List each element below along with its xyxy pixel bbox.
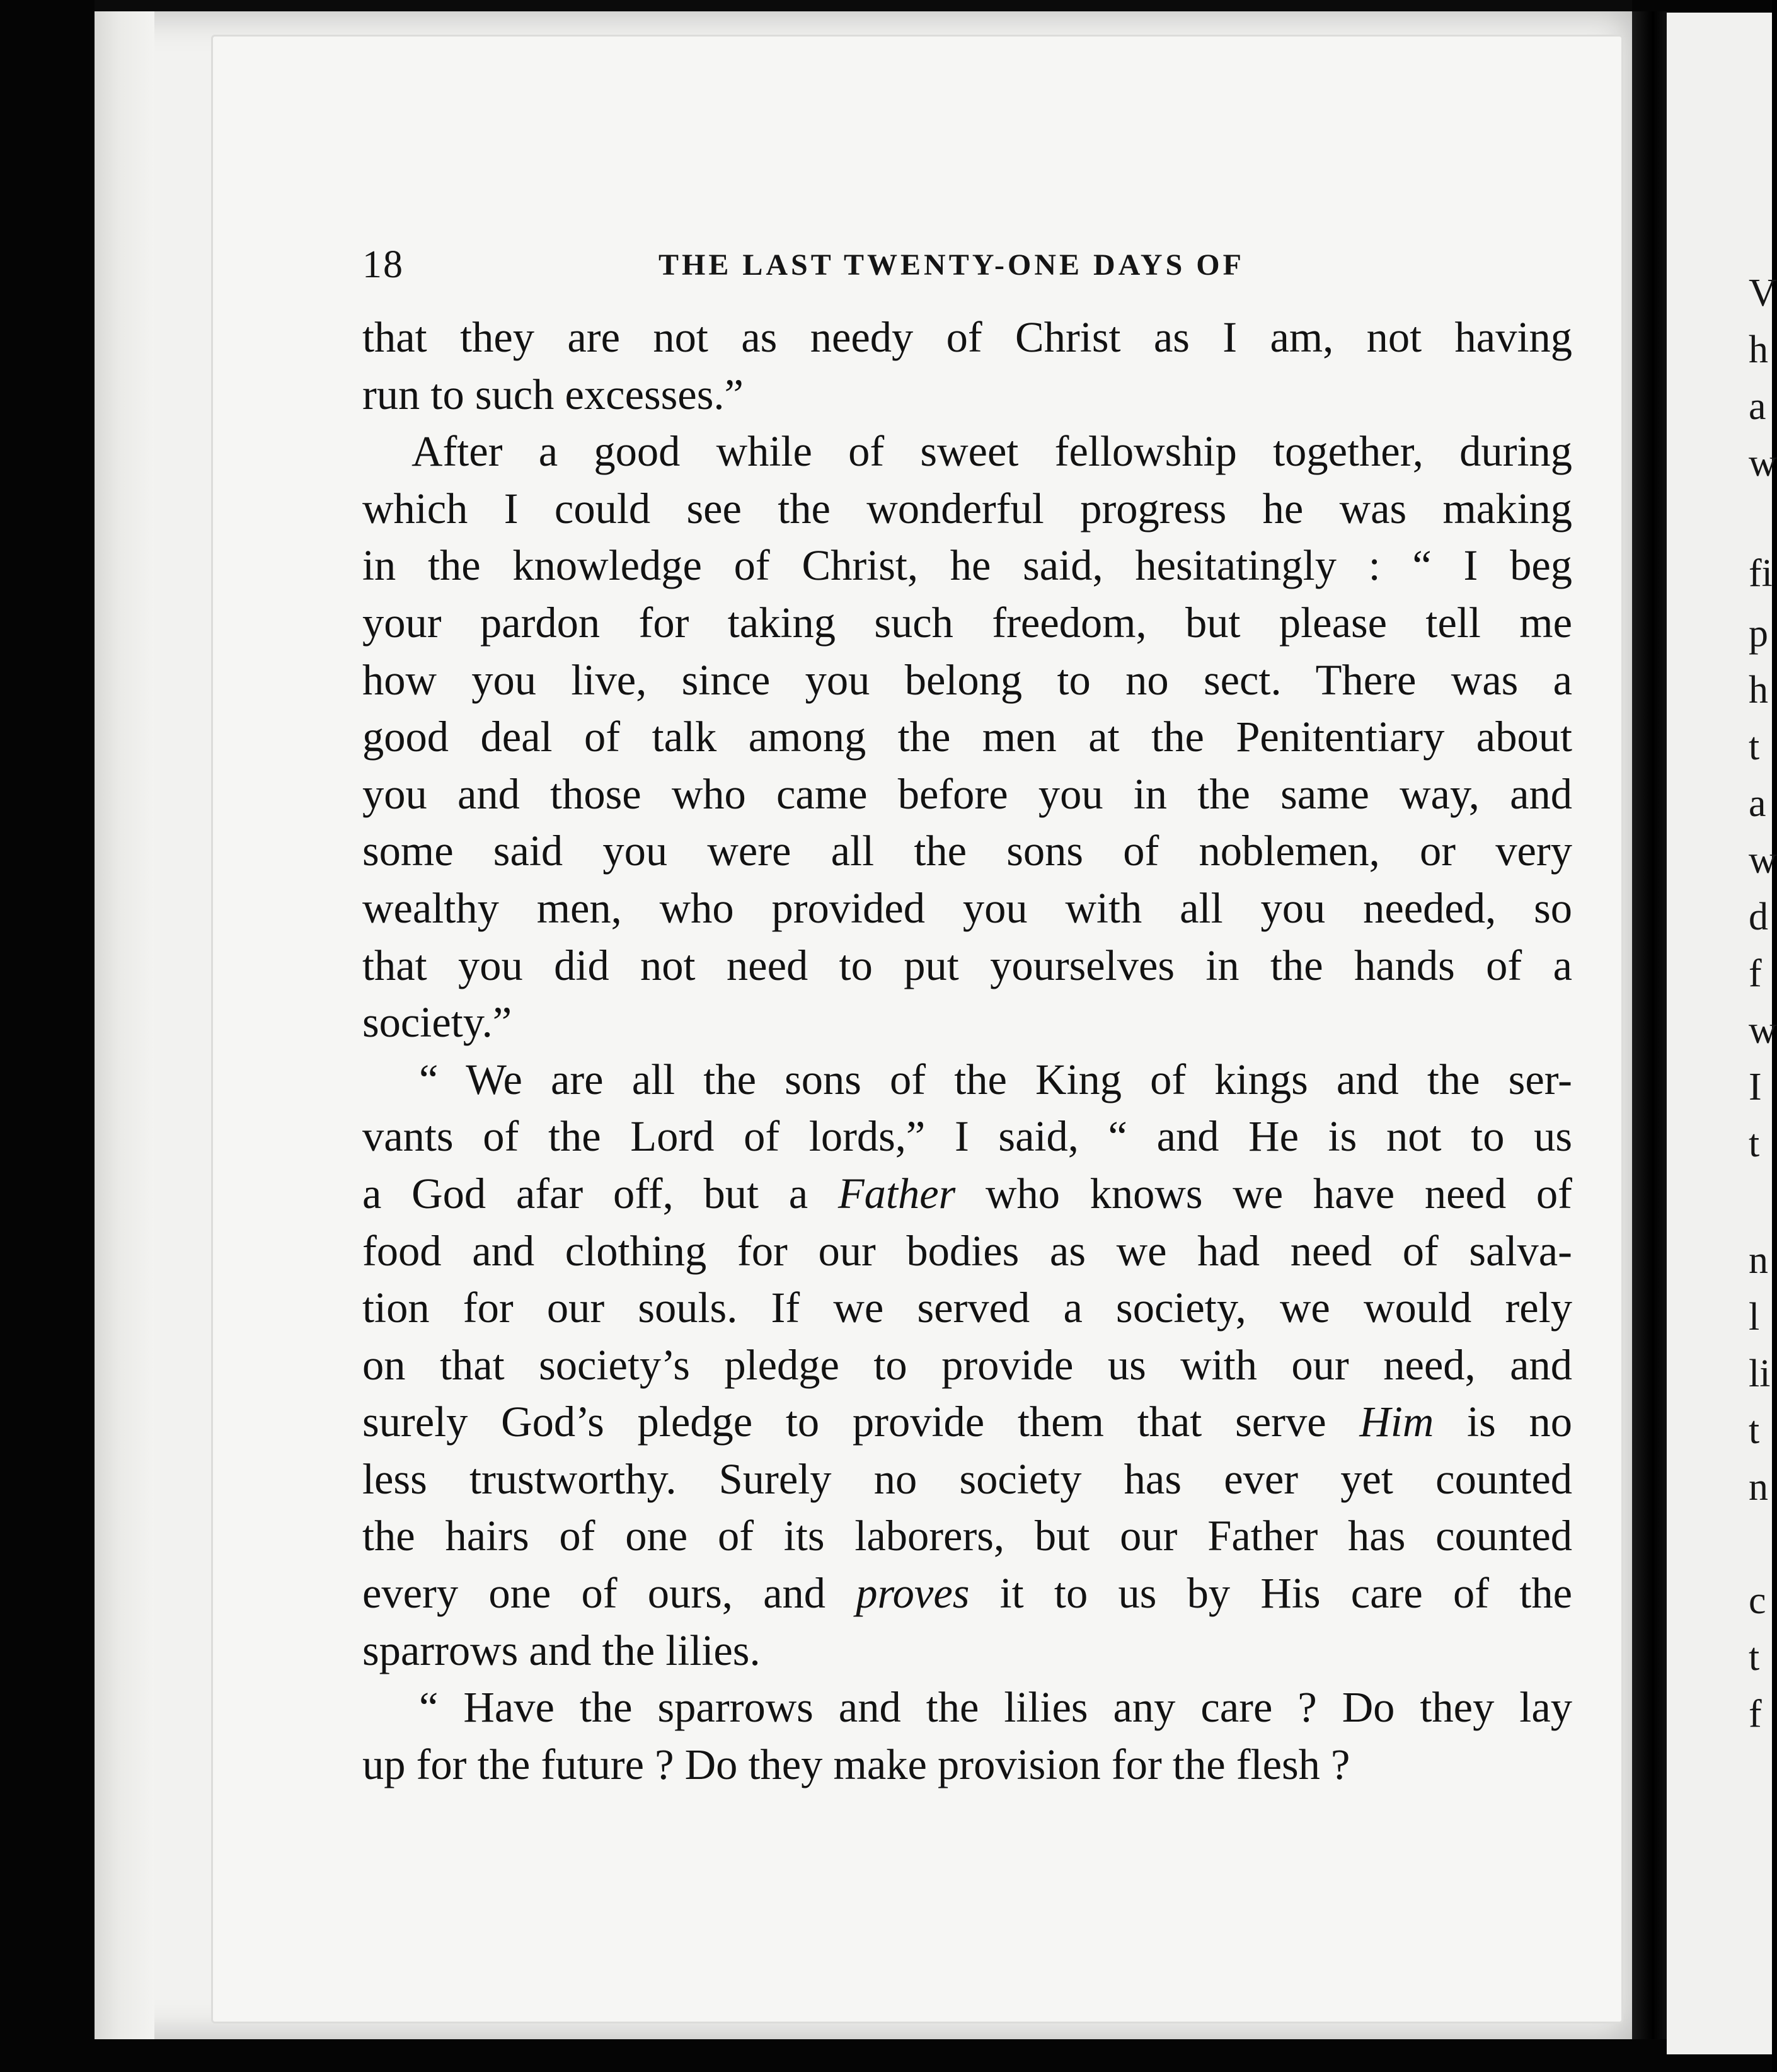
text-line: [362, 1279, 1572, 1337]
right-page-letter: w: [1749, 442, 1777, 485]
right-page-letter: d: [1749, 895, 1768, 938]
line-text: it to us by His care of the: [969, 1569, 1572, 1618]
text-line: [362, 1679, 1572, 1736]
text-line: [362, 822, 1572, 880]
line-text: wealthy men, who provided you with all you needed, so: [362, 883, 1572, 932]
line-text: surely God’s pledge to provide them that serve: [362, 1398, 1360, 1446]
right-page-letter: t: [1749, 1636, 1760, 1679]
top-edge: [95, 0, 1632, 11]
text-line: [362, 537, 1572, 594]
line-text: run to such excesses.”: [362, 370, 744, 418]
page-header: [362, 243, 1560, 287]
italic-word: proves: [856, 1569, 970, 1618]
line-text: the hairs of one of its laborers, but our Father has counted: [362, 1512, 1572, 1560]
right-page-letter: h: [1749, 328, 1768, 371]
text-line: [362, 766, 1572, 823]
right-page-letter: I: [1749, 1066, 1762, 1108]
text-line: [362, 309, 1572, 366]
text-line: [362, 1451, 1572, 1508]
line-text: on that society’s pledge to provide us with our need, and: [362, 1340, 1572, 1389]
line-text: “ Have the sparrows and the lilies any care ? Do they lay: [419, 1683, 1572, 1732]
italic-word: Him: [1359, 1398, 1434, 1446]
text-line: [362, 1223, 1572, 1280]
text-line: [362, 1337, 1572, 1394]
right-page-letter: h: [1749, 669, 1768, 711]
line-text: in the knowledge of Christ, he said, hesitatingly : “ I beg: [362, 541, 1572, 590]
line-text: less trustworthy. Surely no society has ever yet counted: [362, 1454, 1572, 1503]
right-page-letter: c: [1749, 1579, 1766, 1622]
text-line: [362, 1622, 1572, 1679]
text-line: [362, 366, 1572, 423]
text-line: [362, 1565, 1572, 1622]
right-page-letter: w: [1749, 839, 1777, 882]
page-number: 18: [362, 243, 404, 286]
line-text: you and those who came before you in the same way, and: [362, 769, 1572, 818]
text-line: [362, 1165, 1572, 1223]
line-text: how you live, since you belong to no sect. There was a: [362, 655, 1572, 704]
text-line: [362, 652, 1572, 709]
text-line: [362, 1736, 1572, 1793]
line-text: good deal of talk among the men at the Penitentiary about: [362, 713, 1572, 761]
text-line: [362, 1393, 1572, 1451]
text-line: [362, 708, 1572, 766]
line-text: that they are not as needy of Christ as I am, not having: [362, 313, 1572, 361]
text-line: [362, 1051, 1572, 1108]
italic-word: Father: [837, 1169, 956, 1217]
right-page-letter: a: [1749, 385, 1766, 428]
text-line: [362, 994, 1572, 1051]
right-page-letter: t: [1749, 725, 1760, 768]
line-text: sparrows and the lilies.: [362, 1626, 761, 1674]
line-text: a God afar off, but a: [362, 1169, 838, 1217]
line-text: that you did not need to put yourselves in the hands of a: [362, 941, 1572, 989]
line-text: which I could see the wonderful progress he was making: [362, 484, 1572, 532]
line-text: who knows we have need of: [955, 1169, 1572, 1217]
right-page-letter: f: [1749, 1693, 1762, 1735]
right-page-letter: li: [1749, 1352, 1771, 1395]
line-text: After a good while of sweet fellowship together, during: [411, 427, 1572, 476]
line-text: is no: [1434, 1398, 1572, 1446]
body-text: [362, 309, 1572, 1793]
right-page-letter: t: [1749, 1122, 1760, 1165]
right-page-letter: n: [1749, 1466, 1768, 1509]
text-line: [362, 1108, 1572, 1165]
text-line: [362, 937, 1572, 994]
right-page-letter: t: [1749, 1409, 1760, 1452]
right-page-letter: p: [1749, 612, 1768, 655]
line-text: food and clothing for our bodies as we had need of salva-: [362, 1226, 1572, 1275]
line-text: “ We are all the sons of the King of kings and the ser-: [419, 1055, 1572, 1103]
right-page-letter: f: [1749, 952, 1762, 995]
text-line: [362, 594, 1572, 652]
line-text: society.”: [362, 998, 512, 1047]
text-line: [362, 1507, 1572, 1565]
right-page-letter: a: [1749, 782, 1766, 825]
line-text: your pardon for taking such freedom, but please tell me: [362, 598, 1572, 647]
line-text: up for the future ? Do they make provision for the flesh ?: [362, 1740, 1350, 1788]
right-page-letter: w: [1749, 1009, 1777, 1052]
running-head: THE LAST TWENTY-ONE DAYS OF: [658, 248, 1245, 282]
line-text: some said you were all the sons of noblemen, or very: [362, 827, 1572, 875]
text-line: [362, 480, 1572, 538]
line-text: tion for our souls. If we served a society, we would rely: [362, 1284, 1572, 1332]
right-page-letter: fi: [1749, 552, 1773, 595]
line-text: vants of the Lord of lords,” I said, “ and He is not to us: [362, 1112, 1572, 1161]
text-line: [362, 880, 1572, 937]
right-page-letter: n: [1749, 1239, 1768, 1282]
right-page-letter: l: [1749, 1296, 1760, 1338]
book-gutter: [1632, 11, 1667, 2039]
right-page-letter: V: [1749, 272, 1777, 314]
page-stack-edge: [95, 11, 154, 2039]
text-line: [362, 423, 1572, 480]
line-text: every one of ours, and: [362, 1569, 856, 1618]
